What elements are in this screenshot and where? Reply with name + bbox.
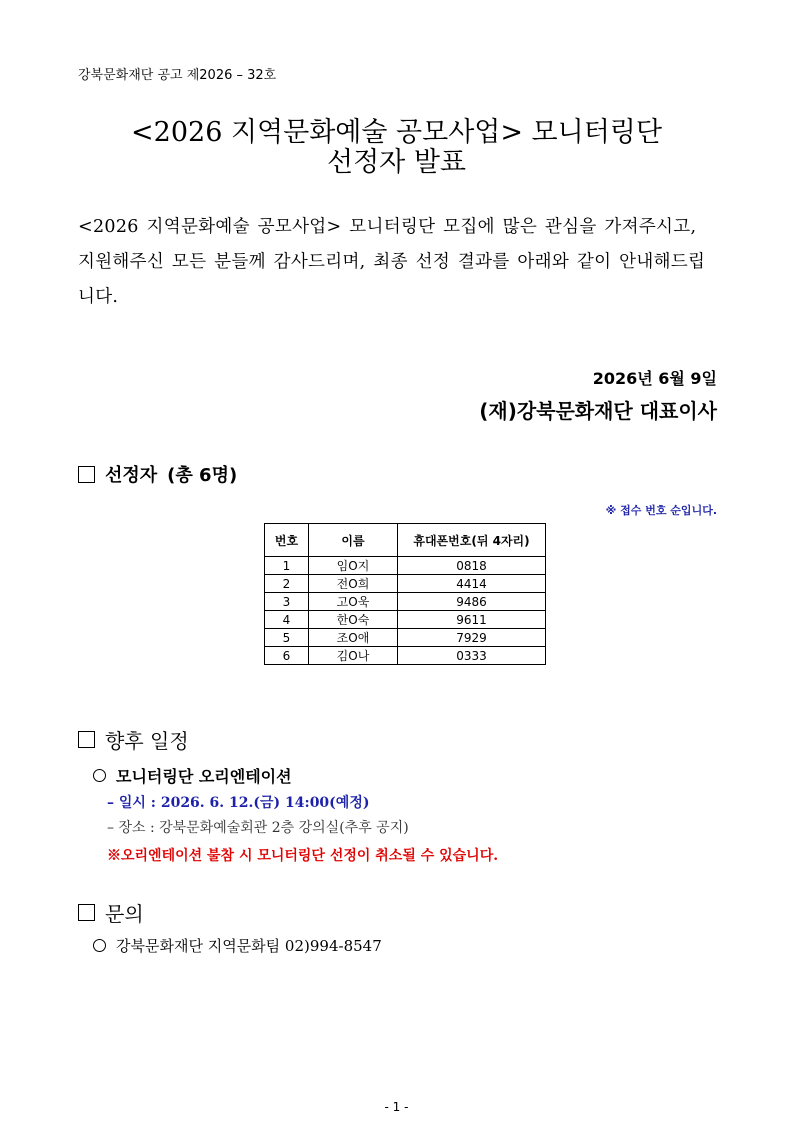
square-bullet-icon	[78, 731, 95, 748]
page-title-line2: 선정자 발표	[327, 147, 466, 178]
cell-name: 김O나	[309, 647, 398, 665]
cell-number: 3	[265, 593, 309, 611]
column-header-name: 이름	[309, 524, 398, 557]
table-row	[265, 575, 546, 593]
organization-signature: (재)강북문화재단 대표이사	[479, 399, 717, 423]
table-header-row	[265, 524, 546, 557]
section-schedule-title: 향후 일정	[105, 729, 189, 753]
cell-number: 2	[265, 575, 309, 593]
orientation-warning: ※오리엔테이션 불참 시 모니터링단 선정이 취소될 수 있습니다.	[107, 848, 499, 864]
table-row	[265, 629, 546, 647]
cell-name: 전O희	[309, 575, 398, 593]
notice-number: 강북문화재단 공고 제2026 – 32호	[78, 68, 277, 83]
section-selected-title: 선정자	[105, 465, 158, 486]
table-row	[265, 557, 546, 575]
cell-number: 4	[265, 611, 309, 629]
section-selected-heading	[78, 461, 237, 487]
contact-item	[93, 935, 382, 956]
intro-paragraph: <2026 지역문화예술 공모사업> 모니터링단 모집에 많은 관심을 가져주시고, 지원해주신 모든 분들께 감사드리며, 최종 선정 결과를 아래와 같이 안내해드립니다.	[78, 217, 706, 307]
section-schedule-heading	[78, 725, 189, 754]
section-contact-heading	[78, 898, 144, 927]
cell-number: 5	[265, 629, 309, 647]
cell-name: 고O욱	[309, 593, 398, 611]
page-number: - 1 -	[384, 1100, 409, 1114]
announce-date: 2026년 6월 9일	[592, 369, 717, 388]
cell-name: 임O지	[309, 557, 398, 575]
cell-name: 조O애	[309, 629, 398, 647]
column-header-phone: 휴대폰번호(뒤 4자리)	[398, 524, 546, 557]
table-row	[265, 611, 546, 629]
orientation-subheading	[93, 764, 292, 787]
cell-name: 한O숙	[309, 611, 398, 629]
circle-bullet-icon	[93, 769, 106, 782]
orientation-title: 모니터링단 오리엔테이션	[116, 767, 292, 786]
section-contact-title: 문의	[105, 902, 144, 926]
cell-phone: 4414	[398, 575, 546, 593]
contact-text: 강북문화재단 지역문화팀 02)994-8547	[116, 937, 382, 955]
cell-number: 6	[265, 647, 309, 665]
circle-bullet-icon	[93, 939, 106, 952]
column-header-number: 번호	[265, 524, 309, 557]
cell-phone: 7929	[398, 629, 546, 647]
cell-phone: 0818	[398, 557, 546, 575]
order-note: ※ 접수 번호 순입니다.	[605, 504, 717, 517]
cell-phone: 9486	[398, 593, 546, 611]
square-bullet-icon	[78, 466, 95, 483]
table-row	[265, 647, 546, 665]
cell-number: 1	[265, 557, 309, 575]
orientation-date: – 일시 : 2026. 6. 12.(금) 14:00(예정)	[107, 795, 370, 811]
cell-phone: 9611	[398, 611, 546, 629]
page-title-line1: <2026 지역문화예술 공모사업> 모니터링단	[131, 117, 662, 148]
selected-table	[264, 523, 546, 665]
table-row	[265, 593, 546, 611]
square-bullet-icon	[78, 904, 95, 921]
selected-count: (총 6명)	[167, 465, 238, 486]
cell-phone: 0333	[398, 647, 546, 665]
orientation-place: – 장소 : 강북문화예술회관 2층 강의실(추후 공지)	[107, 820, 409, 836]
